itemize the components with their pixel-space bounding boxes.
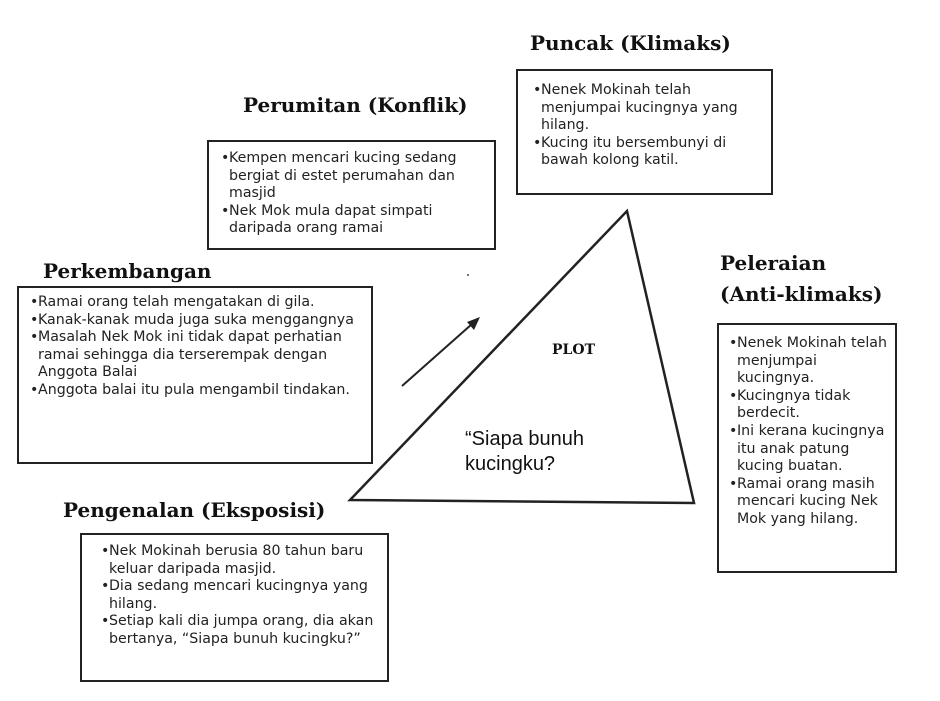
- pengenalan-box: [80, 533, 389, 682]
- list-item: • Kucing itu bersembunyi di bawah kolong katil.: [533, 135, 761, 170]
- perkembangan-box: [17, 286, 373, 464]
- list-item: • Ramai orang masih mencari kucing Nek Mok yang hilang.: [729, 476, 889, 529]
- list-item: • Anggota balai itu pula mengambil tindakan.: [30, 382, 365, 400]
- list-item: • Kucingnya tidak berdecit.: [729, 388, 889, 423]
- peleraian-heading-line2: (Anti-klimaks): [720, 282, 883, 306]
- pengenalan-list: [101, 543, 377, 649]
- pengenalan-heading: Pengenalan (Eksposisi): [63, 498, 326, 522]
- peleraian-list: [729, 335, 889, 529]
- list-item: • Setiap kali dia jumpa orang, dia akan bertanya, “Siapa bunuh kucingku?”: [101, 613, 377, 648]
- perumitan-list: [221, 150, 486, 238]
- peleraian-box: [717, 323, 897, 573]
- list-item: • Nek Mok mula dapat simpati daripada orang ramai: [221, 203, 486, 238]
- perkembangan-heading: Perkembangan: [43, 259, 212, 283]
- list-item: • Nenek Mokinah telah menjumpai kucingnya.: [729, 335, 889, 388]
- list-item: • Ini kerana kucingnya itu anak patung kucing buatan.: [729, 423, 889, 476]
- rising-arrow-head: [467, 317, 480, 330]
- puncak-list: [533, 82, 761, 170]
- puncak-heading: Puncak (Klimaks): [530, 31, 731, 55]
- rising-arrow-shaft: [402, 324, 472, 386]
- list-item: • Kanak-kanak muda juga suka menggangnya: [30, 312, 365, 330]
- list-item: • Nek Mokinah berusia 80 tahun baru keluar daripada masjid.: [101, 543, 377, 578]
- puncak-box: [516, 69, 773, 195]
- list-item: • Ramai orang telah mengatakan di gila.: [30, 294, 365, 312]
- stray-dot: [467, 274, 469, 276]
- plot-label: PLOT: [552, 342, 595, 358]
- perumitan-heading: Perumitan (Konflik): [243, 93, 468, 117]
- peleraian-heading-line1: Peleraian: [720, 251, 827, 275]
- plot-quote: “Siapa bunuh kucingku?: [465, 428, 584, 475]
- perumitan-box: [207, 140, 496, 250]
- perkembangan-list: [30, 294, 365, 400]
- list-item: • Masalah Nek Mok ini tidak dapat perhatian ramai sehingga dia terserempak dengan Anggota Balai: [30, 329, 365, 382]
- list-item: • Nenek Mokinah telah menjumpai kucingnya yang hilang.: [533, 82, 761, 135]
- list-item: • Kempen mencari kucing sedang bergiat di estet perumahan dan masjid: [221, 150, 486, 203]
- list-item: • Dia sedang mencari kucingnya yang hilang.: [101, 578, 377, 613]
